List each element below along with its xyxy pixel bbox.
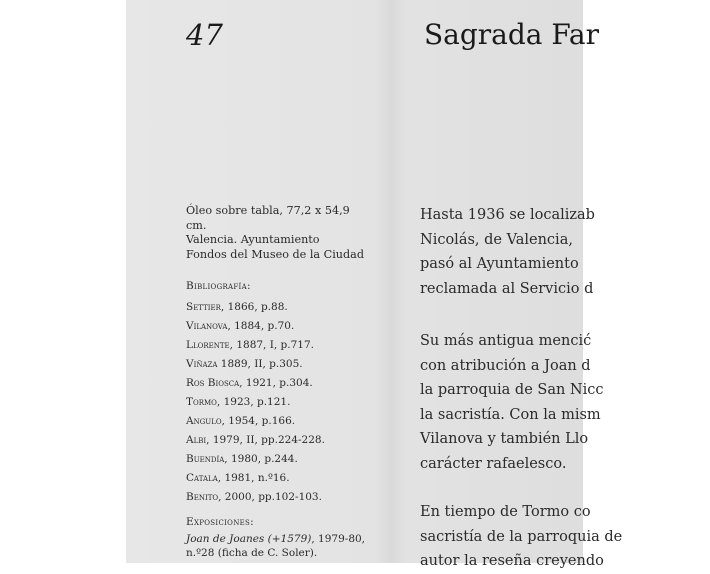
bibliography-item: [186, 317, 325, 336]
body-line: la sacristía. Con la mism: [420, 406, 601, 423]
bibliography-author: Benito: [186, 491, 219, 503]
body-paragraph: [420, 203, 595, 301]
details-line: Fondos del Museo de la Ciudad: [186, 247, 364, 261]
bibliography-item: [186, 336, 325, 355]
bibliography-ref: , 2000, pp.102-103.: [218, 491, 322, 503]
artwork-title: Sagrada Far: [424, 18, 599, 51]
body-line: carácter rafaelesco.: [420, 455, 567, 472]
bibliography-author: Settier: [186, 301, 221, 313]
bibliography-ref: , 1954, p.166.: [221, 415, 296, 427]
body-line: Hasta 1936 se localizab: [420, 207, 595, 223]
artwork-details: [186, 204, 366, 262]
body-line: reclamada al Servicio d: [420, 280, 594, 297]
bibliography-item: [186, 412, 325, 431]
exhibition-dates: , 1979-80,: [311, 533, 366, 545]
bibliography-ref: , 1884, p.70.: [227, 320, 295, 332]
bibliography-item: [186, 469, 325, 488]
body-line: pasó al Ayuntamiento: [420, 256, 579, 272]
bibliography-ref: 1889, II, p.305.: [217, 358, 303, 370]
bibliography-ref: , 1923, p.121.: [216, 396, 291, 408]
page-gutter: [376, 0, 406, 563]
body-line: En tiempo de Tormo co: [420, 504, 591, 520]
catalog-number: 47: [186, 18, 223, 52]
bibliography-ref: , 1979, II, pp.224-228.: [206, 434, 325, 446]
bibliography-author: Llorente: [186, 339, 230, 351]
bibliography-author: Albi: [186, 434, 207, 446]
details-line: Valencia. Ayuntamiento: [186, 233, 320, 246]
exhibition-title: Joan de Joanes (+1579): [186, 533, 312, 545]
body-line: sacristía de la parroquia de: [420, 528, 623, 545]
body-paragraph: [420, 329, 604, 476]
bibliography-ref: , 1887, I, p.717.: [229, 339, 314, 351]
details-line: Óleo sobre tabla, 77,2 x 54,9: [186, 204, 350, 217]
bibliography-author: Ros Biosca: [186, 377, 240, 389]
body-paragraph: [420, 500, 622, 574]
bibliography-item: [186, 355, 325, 374]
bibliography-ref: , 1981, n.º16.: [217, 472, 290, 484]
bibliography-item: [186, 450, 325, 469]
exhibition-reference: n.º28 (ficha de C. Soler).: [186, 547, 318, 559]
body-line: la parroquia de San Nicc: [420, 382, 604, 398]
bibliography-item: [186, 393, 325, 412]
bibliography-list: [186, 298, 325, 507]
bibliography-ref: , 1980, p.244.: [224, 453, 298, 465]
bibliography-item: [186, 431, 325, 450]
bibliography-heading: Bibliografía:: [186, 280, 251, 292]
bibliography-author: Angulo: [186, 415, 222, 427]
bibliography-author: Buendía: [186, 453, 225, 465]
book-page: [126, 0, 623, 569]
bibliography-author: Vilanova: [186, 320, 228, 332]
body-line: autor la reseña creyendo: [420, 553, 604, 569]
body-line: con atribución a Joan d: [420, 357, 591, 374]
body-line: Su más antigua mencić: [420, 333, 592, 349]
bibliography-author: Catala: [186, 472, 218, 484]
exhibition-item: [186, 532, 376, 560]
bibliography-ref: , 1866, p.88.: [220, 301, 288, 313]
bibliography-item: [186, 488, 325, 507]
bibliography-ref: , 1921, p.304.: [239, 377, 313, 389]
bibliography-item: [186, 298, 325, 317]
details-line: cm.: [186, 218, 207, 232]
bibliography-item: [186, 374, 325, 393]
exhibitions-heading: Exposiciones:: [186, 516, 254, 528]
bibliography-author: Viñaza: [186, 358, 218, 370]
body-line: Vilanova y también Llo: [420, 431, 589, 447]
bibliography-author: Tormo: [186, 396, 217, 408]
body-line: Nicolás, de Valencia,: [420, 231, 573, 248]
